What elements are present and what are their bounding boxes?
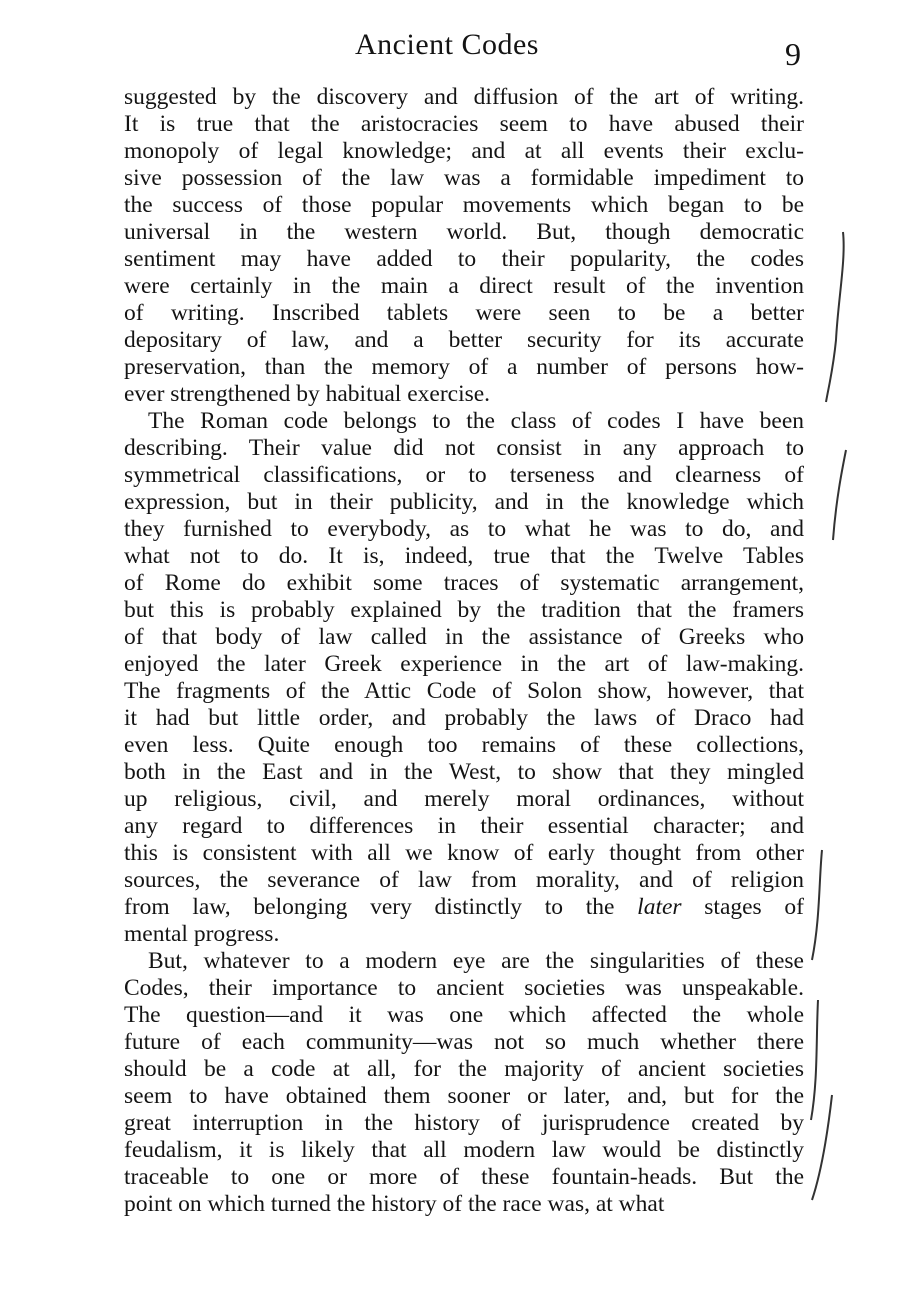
- page-number: 9: [785, 36, 801, 72]
- body-text: [124, 84, 804, 1218]
- text-line: Codes, their importance to ancient societies was unspeakable.: [124, 975, 804, 1001]
- paragraph: [124, 84, 804, 408]
- text-line: future of each community—was not so much whether there: [124, 1029, 804, 1055]
- text-line: point on which turned the history of the race was, at what: [124, 1191, 665, 1217]
- text-line: preservation, than the memory of a number of persons how-: [124, 354, 804, 380]
- text-line: enjoyed the later Greek experience in the art of law-making.: [124, 651, 804, 677]
- text-line: monopoly of legal knowledge; and at all events their exclu-: [124, 138, 804, 164]
- text-line: of writing. Inscribed tablets were seen to be a better: [124, 300, 804, 326]
- text-line: any regard to differences in their essential character; and: [124, 813, 804, 839]
- margin-mark-5: [812, 1095, 832, 1200]
- text-line: The fragments of the Attic Code of Solon show, however, that: [124, 678, 804, 704]
- text-line: mental progress.: [124, 921, 280, 947]
- text-line: up religious, civil, and merely moral ordinances, without: [124, 786, 804, 812]
- text-line: suggested by the discovery and diffusion of the art of writing.: [124, 84, 804, 110]
- text-line: universal in the western world. But, though democratic: [124, 219, 804, 245]
- text-line: sources, the severance of law from morality, and of religion: [124, 867, 804, 893]
- margin-mark-2: [833, 450, 846, 540]
- text-line: But, whatever to a modern eye are the singularities of these: [148, 948, 804, 974]
- text-line: The Roman code belongs to the class of codes I have been: [148, 408, 804, 434]
- text-line: traceable to one or more of these fountain-heads. But the: [124, 1164, 804, 1190]
- text-line: symmetrical classifications, or to terseness and clearness of: [124, 462, 804, 488]
- text-line: should be a code at all, for the majority of ancient societies: [124, 1056, 804, 1082]
- text-line: of that body of law called in the assistance of Greeks who: [124, 624, 804, 650]
- text-line: this is consistent with all we know of early thought from other: [124, 840, 804, 866]
- text-line: what not to do. It is, indeed, true that the Twelve Tables: [124, 543, 804, 569]
- text-line: sive possession of the law was a formidable impediment to: [124, 165, 804, 191]
- text-line: from law, belonging very distinctly to the later stages of: [124, 894, 804, 920]
- text-line: it had but little order, and probably the laws of Draco had: [124, 705, 804, 731]
- text-line: It is true that the aristocracies seem to have abused their: [124, 111, 804, 137]
- margin-mark-4: [811, 1000, 818, 1120]
- running-title: Ancient Codes: [355, 28, 539, 61]
- text-line: The question—and it was one which affected the whole: [124, 1002, 804, 1028]
- text-line: describing. Their value did not consist in any approach to: [124, 435, 804, 461]
- paragraph: [124, 408, 804, 948]
- text-line: feudalism, it is likely that all modern law would be distinctly: [124, 1137, 804, 1163]
- text-line: were certainly in the main a direct result of the invention: [124, 273, 804, 299]
- text-line: they furnished to everybody, as to what he was to do, and: [124, 516, 804, 542]
- text-line: of Rome do exhibit some traces of systematic arrangement,: [124, 570, 804, 596]
- text-line: expression, but in their publicity, and in the knowledge which: [124, 489, 804, 515]
- page-header: [0, 28, 900, 72]
- text-line: but this is probably explained by the tradition that the framers: [124, 597, 804, 623]
- text-line: the success of those popular movements which began to be: [124, 192, 804, 218]
- text-line: even less. Quite enough too remains of these collections,: [124, 732, 804, 758]
- emphasis: later: [637, 894, 682, 920]
- text-line: depositary of law, and a better security for its accurate: [124, 327, 804, 353]
- text-line: great interruption in the history of jurisprudence created by: [124, 1110, 804, 1136]
- margin-mark-3: [812, 850, 822, 960]
- paragraph: [124, 948, 804, 1218]
- text-line: ever strengthened by habitual exercise.: [124, 381, 491, 407]
- text-line: both in the East and in the West, to show that they mingled: [124, 759, 804, 785]
- text-line: sentiment may have added to their popularity, the codes: [124, 246, 804, 272]
- margin-mark-1: [826, 232, 844, 402]
- text-line: seem to have obtained them sooner or later, and, but for the: [124, 1083, 804, 1109]
